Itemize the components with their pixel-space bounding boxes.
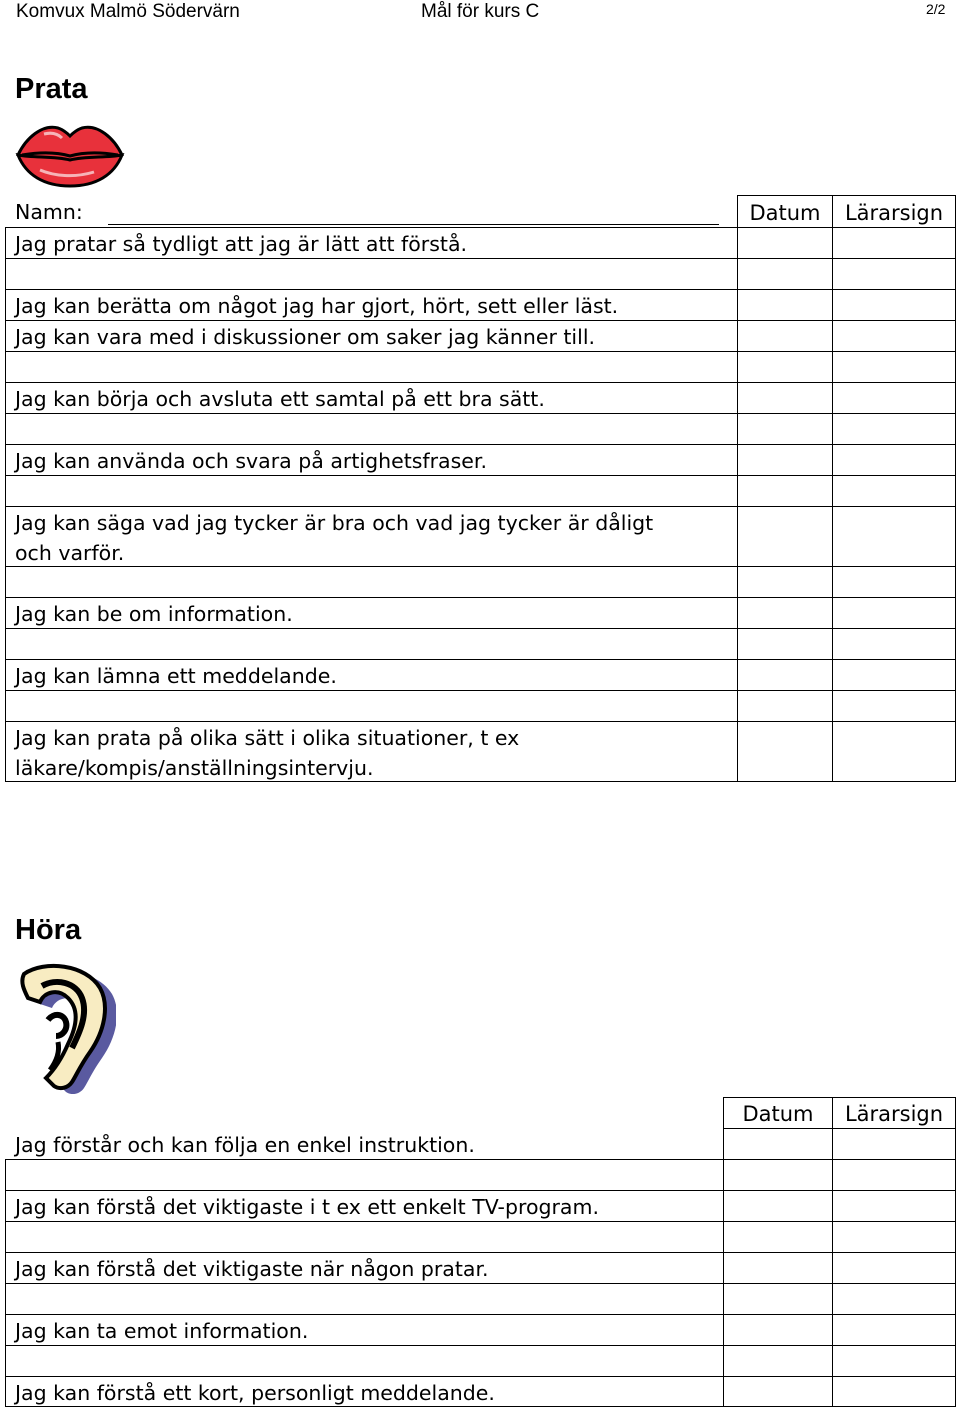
col-header-date-listen: Datum: [742, 1102, 814, 1126]
speak-goal-4: Jag kan börja och avsluta ett samtal på ett bra sätt.: [15, 387, 545, 411]
speak-goal-2: Jag kan berätta om något jag har gjort, hört, sett eller läst.: [15, 294, 619, 318]
speak-goal-5: Jag kan använda och svara på artighetsfraser.: [15, 449, 487, 473]
speak-goal-1: Jag pratar så tydligt att jag är lätt att förstå.: [15, 232, 468, 256]
listen-goal-3: Jag kan förstå det viktigaste när någon pratar.: [15, 1257, 489, 1281]
speak-goal-3: Jag kan vara med i diskussioner om saker jag känner till.: [15, 325, 596, 349]
listen-goal-1: Jag förstår och kan följa en enkel instruktion.: [15, 1133, 475, 1157]
header-course: Mål för kurs C: [421, 1, 540, 22]
speak-goal-9-cont: läkare/kompis/anställningsintervju.: [15, 756, 374, 780]
speak-goal-6-cont: och varför.: [15, 541, 125, 565]
speak-goal-6: Jag kan säga vad jag tycker är bra och vad jag tycker är dåligt: [15, 511, 654, 535]
header-school: Komvux Malmö Södervärn: [16, 1, 240, 22]
col-header-date: Datum: [749, 201, 821, 225]
section-title-speak: Prata: [15, 73, 88, 105]
listen-goal-4: Jag kan ta emot information.: [15, 1319, 309, 1343]
page-number: 2/2: [926, 1, 946, 17]
section-title-listen: Höra: [15, 914, 82, 946]
speak-goal-9: Jag kan prata på olika sätt i olika situationer, t ex: [15, 726, 520, 750]
col-header-sign: Lärarsign: [844, 201, 944, 225]
listen-goal-2: Jag kan förstå det viktigaste i t ex ett enkelt TV-program.: [15, 1195, 599, 1219]
ear-icon: [12, 962, 116, 1094]
name-label: Namn:: [15, 200, 83, 224]
listen-goal-5: Jag kan förstå ett kort, personligt meddelande.: [15, 1381, 495, 1405]
speak-goal-7: Jag kan be om information.: [15, 602, 293, 626]
name-line[interactable]: [108, 224, 719, 225]
speak-goal-8: Jag kan lämna ett meddelande.: [15, 664, 337, 688]
col-header-sign-listen: Lärarsign: [844, 1102, 944, 1126]
lips-icon: [14, 120, 126, 190]
